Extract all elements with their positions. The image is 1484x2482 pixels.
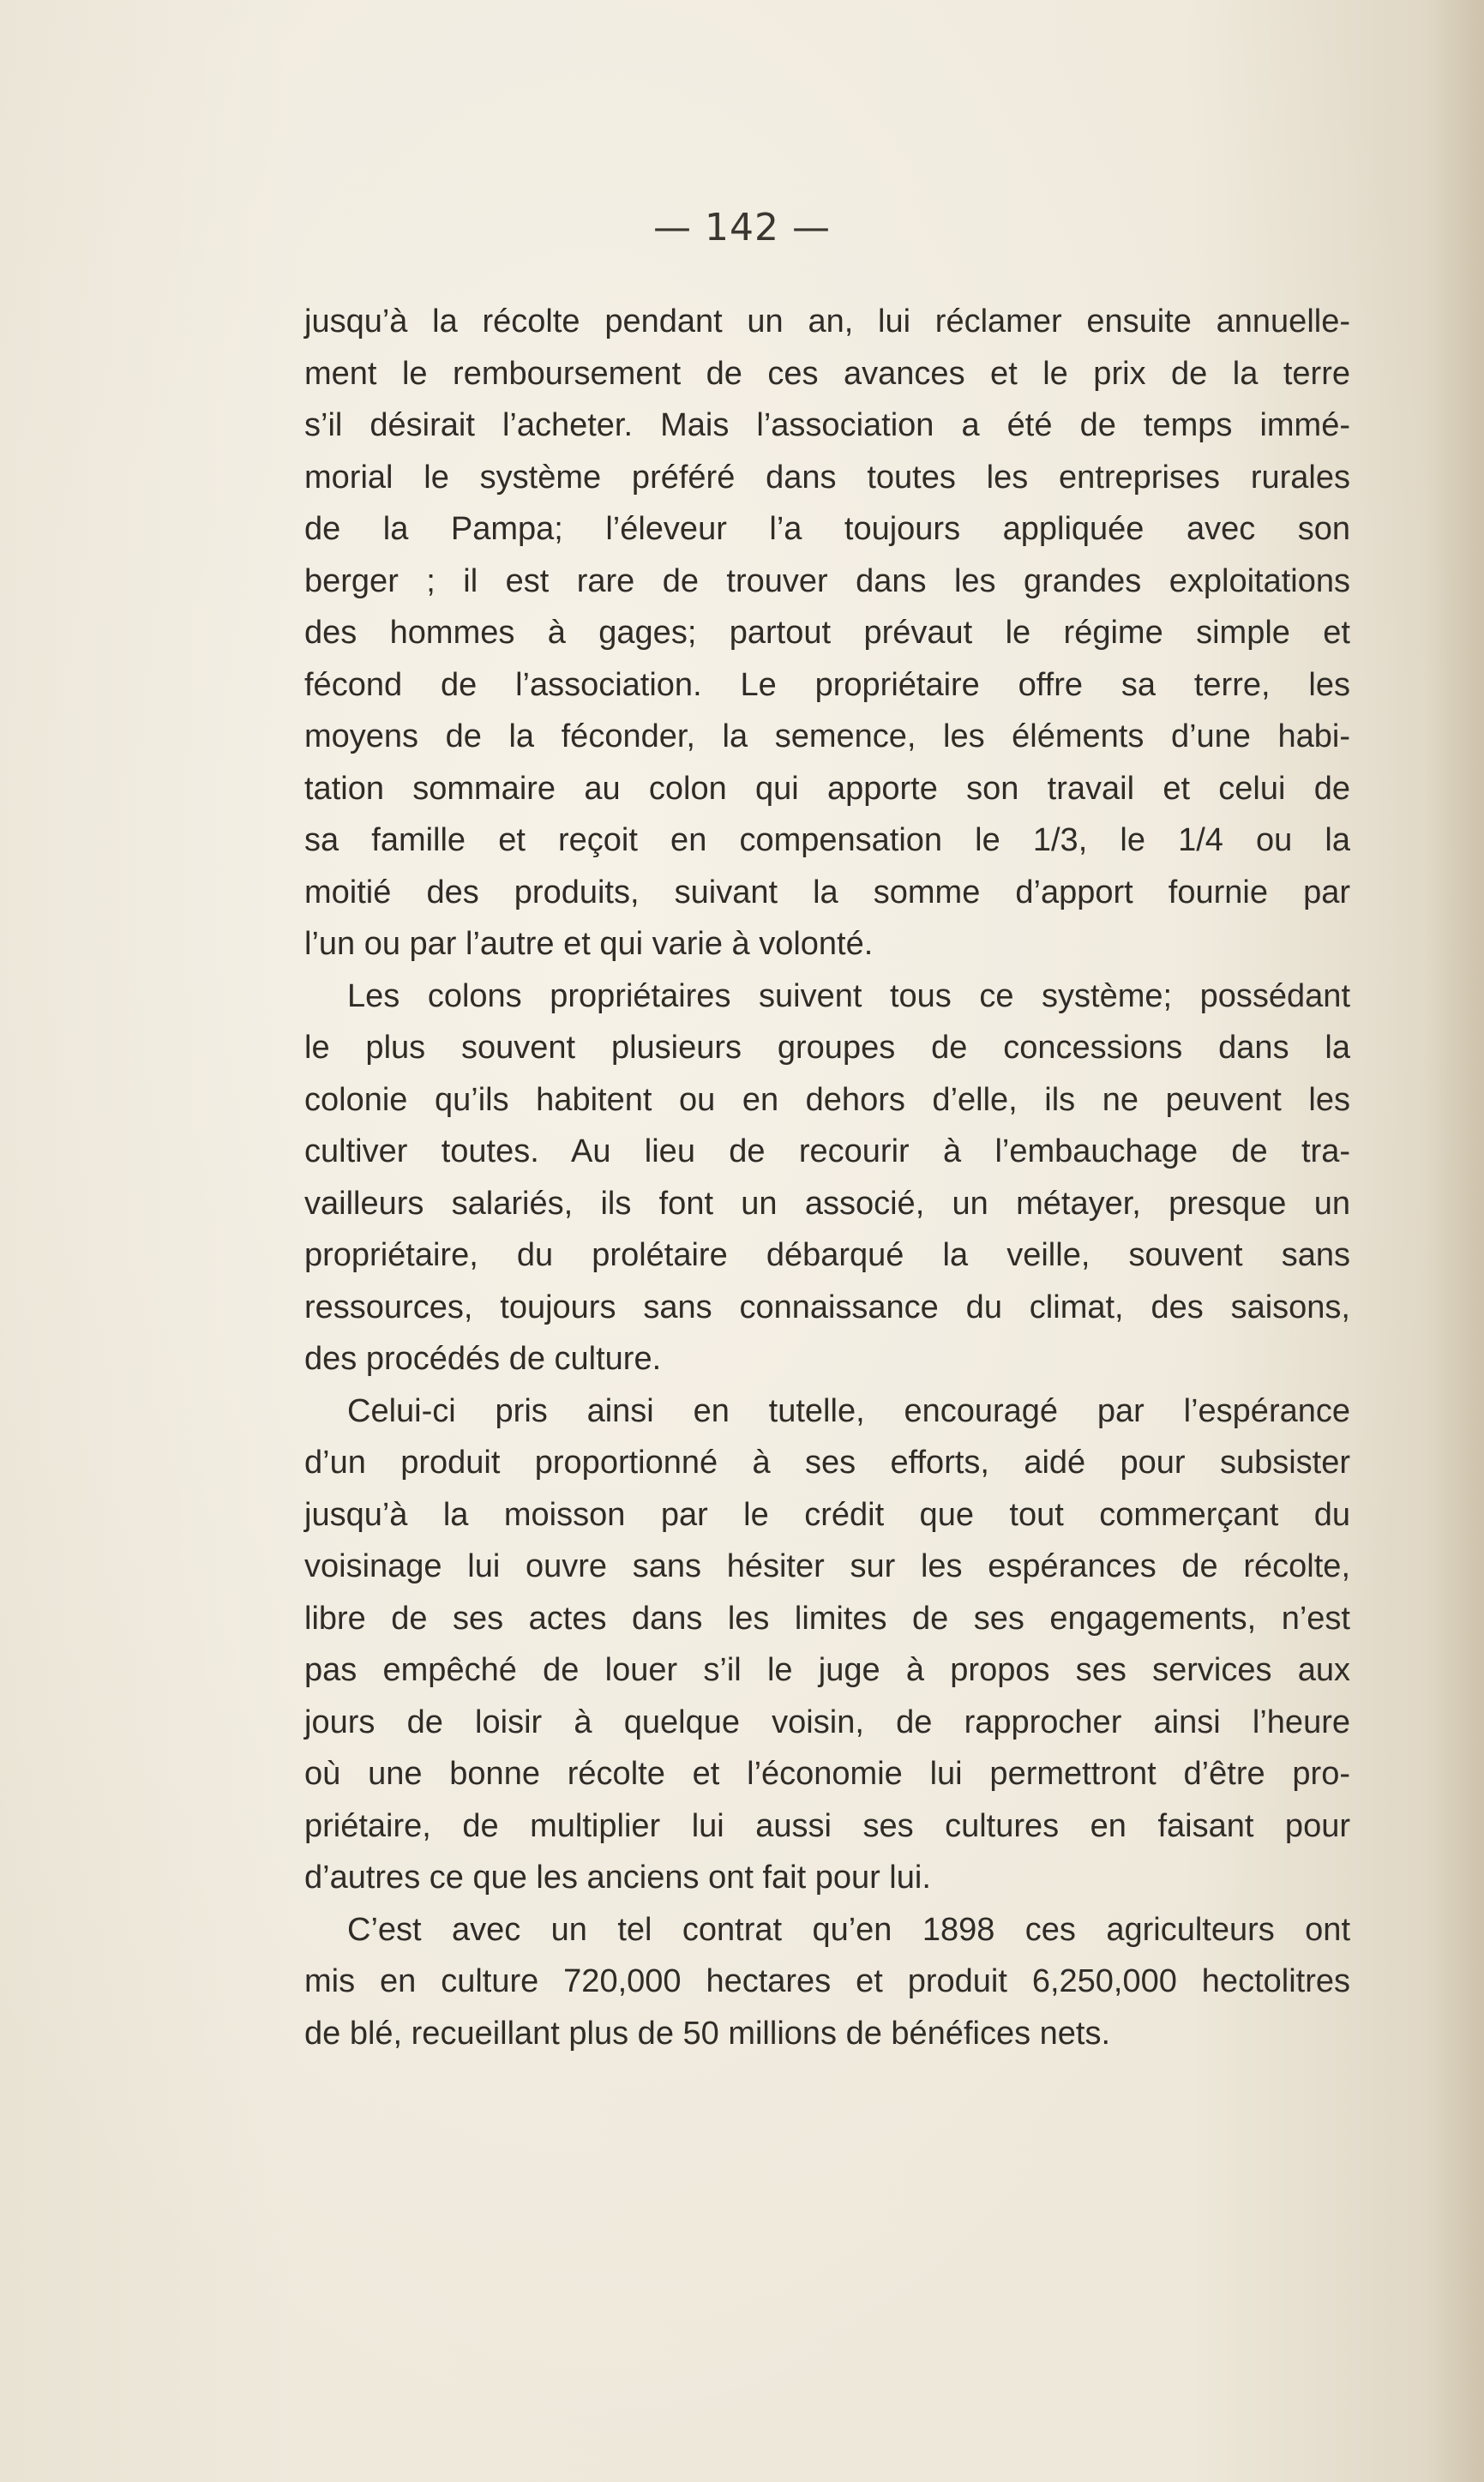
text-line: de la Pampa; l’éleveur l’a toujours appliquée avec son [304, 511, 1350, 547]
text-line: jusqu’à la récolte pendant un an, lui réclamer ensuite annuelle- [304, 303, 1350, 340]
text-line: cultiver toutes. Au lieu de recourir à l’embauchage de tra- [304, 1133, 1350, 1169]
text-line: jours de loisir à quelque voisin, de rapprocher ainsi l’heure [304, 1704, 1350, 1740]
text-line: libre de ses actes dans les limites de ses engagements, n’est [304, 1600, 1350, 1637]
text-line: Les colons propriétaires suivent tous ce système; possédant [347, 977, 1350, 1014]
text-line: fécond de l’association. Le propriétaire offre sa terre, les [304, 666, 1350, 703]
paragraph [304, 296, 1350, 971]
text-line: voisinage lui ouvre sans hésiter sur les espérances de récolte, [304, 1548, 1350, 1584]
text-line: d’un produit proportionné à ses efforts, aidé pour subsister [304, 1445, 1350, 1481]
paragraph [304, 1385, 1350, 1904]
text-line: des hommes à gages; partout prévaut le régime simple et [304, 615, 1350, 651]
text-line: s’il désirait l’acheter. Mais l’association a été de temps immé- [304, 407, 1350, 443]
text-line: pas empêché de louer s’il le juge à propos ses services aux [304, 1652, 1350, 1688]
text-line: où une bonne récolte et l’économie lui permettront d’être pro- [304, 1756, 1350, 1792]
text-line: morial le système préféré dans toutes les entreprises rurales [304, 459, 1350, 496]
text-line: mis en culture 720,000 hectares et produit 6,250,000 hectolitres [304, 1963, 1350, 1999]
text-line: ressources, toujours sans connaissance du climat, des saisons, [304, 1289, 1350, 1325]
text-line: ment le remboursement de ces avances et le prix de la terre [304, 355, 1350, 392]
text-line: sa famille et reçoit en compensation le 1/3, le 1/4 ou la [304, 822, 1350, 858]
paragraph [304, 971, 1350, 1385]
text-line: vailleurs salariés, ils font un associé, un métayer, presque un [304, 1185, 1350, 1222]
text-line: tation sommaire au colon qui apporte son travail et celui de [304, 770, 1350, 807]
text-line: berger ; il est rare de trouver dans les grandes exploitations [304, 562, 1350, 599]
text-line: moyens de la féconder, la semence, les éléments d’une habi- [304, 718, 1350, 754]
text-line: l’un ou par l’autre et qui varie à volonté. [304, 926, 874, 962]
text-line: le plus souvent plusieurs groupes de concessions dans la [304, 1030, 1350, 1066]
text-line: de blé, recueillant plus de 50 millions de bénéfices nets. [304, 2015, 1111, 2052]
text-line: jusqu’à la moisson par le crédit que tout commerçant du [304, 1496, 1350, 1533]
text-line: C’est avec un tel contrat qu’en 1898 ces agriculteurs ont [347, 1911, 1350, 1948]
text-line: moitié des produits, suivant la somme d’apport fournie par [304, 874, 1350, 910]
text-line: colonie qu’ils habitent ou en dehors d’elle, ils ne peuvent les [304, 1081, 1350, 1118]
page-edge-shadow [1424, 0, 1484, 2482]
body-text [304, 296, 1350, 2059]
text-line: Celui-ci pris ainsi en tutelle, encouragé par l’espérance [347, 1392, 1350, 1429]
text-line: propriétaire, du prolétaire débarqué la veille, souvent sans [304, 1237, 1350, 1273]
paragraph [304, 1904, 1350, 2060]
text-line: des procédés de culture. [304, 1341, 662, 1377]
text-line: d’autres ce que les anciens ont fait pour lui. [304, 1860, 931, 1896]
page-number: — 142 — [653, 206, 831, 249]
text-line: priétaire, de multiplier lui aussi ses cultures en faisant pour [304, 1807, 1350, 1844]
